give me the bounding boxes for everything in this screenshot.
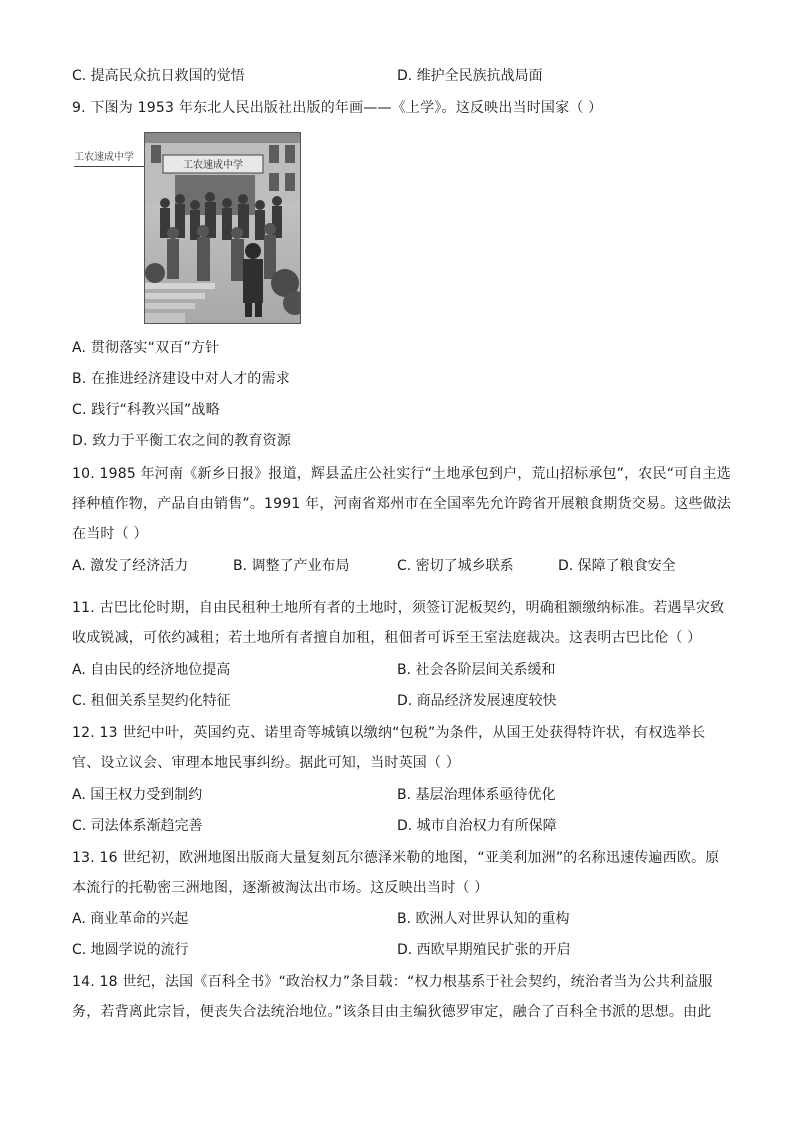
q13-option-d: D. 西欧早期殖民扩张的开启: [397, 942, 571, 958]
q12-option-a: A. 国王权力受到制约: [72, 787, 203, 803]
q11-option-b: B. 社会各阶层间关系缓和: [397, 662, 556, 678]
q10-stem-line1: 10. 1985 年河南《新乡日报》报道，辉县孟庄公社实行“土地承包到户，荒山招标承包”，农民“可自主选: [72, 466, 731, 482]
q12-stem-line1: 12. 13 世纪中叶，英国约克、诺里奇等城镇以缴纳“包税”为条件，从国王处获得特许状，有权选举长: [72, 725, 706, 741]
q11-option-d: D. 商品经济发展速度较快: [397, 693, 557, 709]
q9-option-a: A. 贯彻落实“双百”方针: [72, 340, 220, 356]
painting-illustration: [145, 133, 300, 323]
q10-option-a: A. 激发了经济活力: [72, 558, 189, 574]
new-year-painting-image: [144, 132, 301, 324]
q12-stem-line2: 官、设立议会、审理本地民事纠纷。据此可知，当时英国（ ）: [72, 755, 461, 771]
q9-stem: 9. 下图为 1953 年东北人民出版社出版的年画——《上学》。这反映出当时国家（ ）: [72, 100, 603, 116]
q13-stem-line2: 本流行的托勒密三洲地图，逐渐被淘汰出市场。这反映出当时（ ）: [72, 880, 489, 896]
figure-caption-label: 工农速成中学: [74, 152, 134, 163]
q11-option-c: C. 租佃关系呈契约化特征: [72, 693, 231, 709]
q13-option-b: B. 欧洲人对世界认知的重构: [397, 911, 570, 927]
q14-stem-line2: 务，若背离此宗旨，便丧失合法统治地位。”该条目由主编狄德罗审定，融合了百科全书派的思想。由此: [72, 1004, 712, 1020]
q10-stem-line3: 在当时（ ）: [72, 526, 148, 542]
q8-option-d: D. 维护全民族抗战局面: [397, 68, 543, 84]
q12-option-d: D. 城市自治权力有所保障: [397, 818, 557, 834]
q9-option-c: C. 践行“科教兴国”战略: [72, 402, 220, 418]
q11-stem-line1: 11. 古巴比伦时期，自由民租种土地所有者的土地时，须签订泥板契约，明确租额缴纳标准。若遇旱灾致: [72, 600, 725, 616]
q13-option-a: A. 商业革命的兴起: [72, 911, 189, 927]
q10-option-d: D. 保障了粮食安全: [558, 558, 676, 574]
q9-option-b: B. 在推进经济建设中对人才的需求: [72, 371, 290, 387]
q13-stem-line1: 13. 16 世纪初，欧洲地图出版商大量复刻瓦尔德泽米勒的地图，“亚美利加洲”的名称迅速传遍西欧。原: [72, 850, 720, 866]
q10-option-b: B. 调整了产业布局: [233, 558, 350, 574]
q9-option-d: D. 致力于平衡工农之间的教育资源: [72, 433, 292, 449]
figure-sign-text: 工农速成中学: [183, 160, 243, 171]
q10-stem-line2: 择种植作物，产品自由销售”。1991 年，河南省郑州市在全国率先允许跨省开展粮食期货交易。这些做法: [72, 496, 732, 512]
q8-option-c: C. 提高民众抗日救国的觉悟: [72, 68, 245, 84]
q14-stem-line1: 14. 18 世纪，法国《百科全书》“政治权力”条目载：“权力根基系于社会契约，统治者当为公共利益服: [72, 974, 713, 990]
q10-option-c: C. 密切了城乡联系: [397, 558, 514, 574]
q11-stem-line2: 收成锐减，可依约减租；若土地所有者擅自加租，租佃者可诉至王室法庭裁决。这表明古巴比伦（ ）: [72, 630, 702, 646]
q13-option-c: C. 地圆学说的流行: [72, 942, 189, 958]
q11-option-a: A. 自由民的经济地位提高: [72, 662, 231, 678]
q12-option-c: C. 司法体系渐趋完善: [72, 818, 203, 834]
q12-option-b: B. 基层治理体系亟待优化: [397, 787, 556, 803]
